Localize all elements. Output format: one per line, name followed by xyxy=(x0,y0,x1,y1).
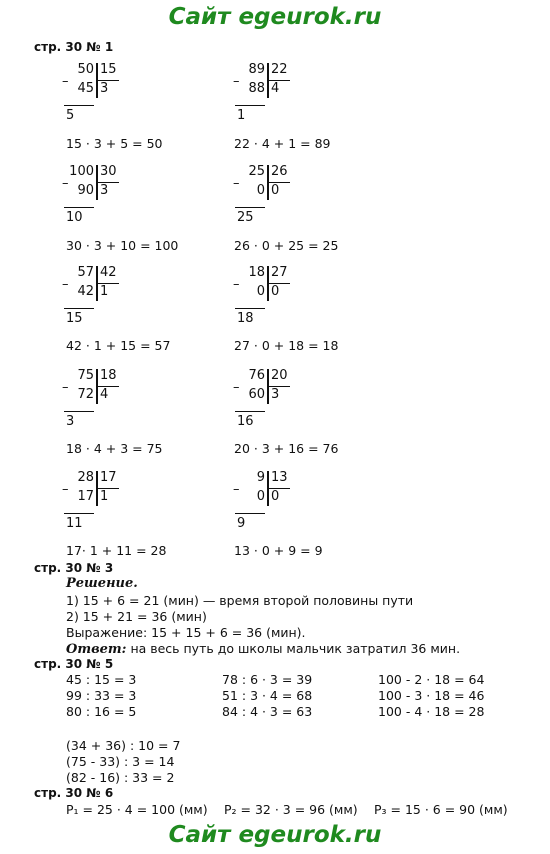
check-equation-3: 30 · 3 + 10 = 100 xyxy=(66,238,179,253)
subtraction-line xyxy=(235,411,265,412)
minus-sign: – xyxy=(62,176,69,191)
check-equation-5: 42 · 1 + 15 = 57 xyxy=(66,338,171,353)
quotient: 0 xyxy=(271,489,280,504)
site-watermark-top: Сайт egeurok.ru xyxy=(168,4,382,30)
long-division-9 xyxy=(62,470,152,530)
task5-col2-row2: 51 : 3 · 4 = 68 xyxy=(222,688,313,703)
subtrahend: 45 xyxy=(77,81,94,96)
divisor: 22 xyxy=(271,62,288,77)
quotient: 3 xyxy=(271,387,280,402)
dividend: 18 xyxy=(248,265,265,280)
long-division-2 xyxy=(233,62,323,122)
check-equation-7: 18 · 4 + 3 = 75 xyxy=(66,441,163,456)
task5-col2-row1: 78 : 6 · 3 = 39 xyxy=(222,672,313,687)
long-division-10 xyxy=(233,470,323,530)
quotient: 3 xyxy=(100,81,109,96)
long-division-1 xyxy=(62,62,152,122)
long-division-6 xyxy=(233,265,323,325)
quotient: 4 xyxy=(271,81,280,96)
task5-extra-2: (75 - 33) : 3 = 14 xyxy=(66,754,175,769)
task5-col2-row3: 84 : 4 · 3 = 63 xyxy=(222,704,313,719)
quotient: 0 xyxy=(271,284,280,299)
remainder: 5 xyxy=(66,108,75,123)
quotient: 0 xyxy=(271,183,280,198)
quotient: 4 xyxy=(100,387,109,402)
subtrahend: 0 xyxy=(256,183,265,198)
long-division-4 xyxy=(233,164,323,224)
divisor: 17 xyxy=(100,470,117,485)
subtrahend: 17 xyxy=(77,489,94,504)
subtraction-line xyxy=(64,308,94,309)
solution-step-1: 1) 15 + 6 = 21 (мин) — время второй половины пути xyxy=(66,593,414,608)
solution-expression: Выражение: 15 + 15 + 6 = 36 (мин). xyxy=(66,625,306,640)
dividend: 57 xyxy=(77,265,94,280)
remainder: 9 xyxy=(237,516,246,531)
subtrahend: 42 xyxy=(77,284,94,299)
long-division-3 xyxy=(62,164,152,224)
remainder: 18 xyxy=(237,311,254,326)
long-division-5 xyxy=(62,265,152,325)
subtrahend: 0 xyxy=(256,489,265,504)
dividend: 9 xyxy=(256,470,265,485)
subtrahend: 0 xyxy=(256,284,265,299)
long-division-8 xyxy=(233,368,323,428)
task5-col1-row1: 45 : 15 = 3 xyxy=(66,672,137,687)
minus-sign: – xyxy=(233,380,240,395)
quotient: 1 xyxy=(100,284,109,299)
perimeter-2: P₂ = 32 · 3 = 96 (мм) xyxy=(224,802,358,817)
remainder: 10 xyxy=(66,210,83,225)
minus-sign: – xyxy=(233,277,240,292)
subtrahend: 72 xyxy=(77,387,94,402)
solution-label: Решение. xyxy=(66,576,138,591)
task5-col1-row3: 80 : 16 = 5 xyxy=(66,704,137,719)
task5-col3-row1: 100 - 2 · 18 = 64 xyxy=(378,672,485,687)
subtraction-line xyxy=(235,513,265,514)
section-heading-3: стр. 30 № 3 xyxy=(34,561,114,575)
minus-sign: – xyxy=(62,482,69,497)
divisor: 18 xyxy=(100,368,117,383)
perimeter-3: P₃ = 15 · 6 = 90 (мм) xyxy=(374,802,508,817)
section-heading-6: стр. 30 № 6 xyxy=(34,786,114,800)
minus-sign: – xyxy=(233,482,240,497)
remainder: 3 xyxy=(66,414,75,429)
remainder: 1 xyxy=(237,108,246,123)
section-heading-5: стр. 30 № 5 xyxy=(34,657,114,671)
divisor: 42 xyxy=(100,265,117,280)
section-heading-1: стр. 30 № 1 xyxy=(34,40,114,54)
answer-text: на весь путь до школы мальчик затратил 36 мин. xyxy=(130,641,461,656)
check-equation-4: 26 · 0 + 25 = 25 xyxy=(234,238,339,253)
minus-sign: – xyxy=(62,74,69,89)
subtraction-line xyxy=(64,105,94,106)
task5-extra-1: (34 + 36) : 10 = 7 xyxy=(66,738,181,753)
task5-col3-row2: 100 - 3 · 18 = 46 xyxy=(378,688,485,703)
long-division-7 xyxy=(62,368,152,428)
minus-sign: – xyxy=(233,74,240,89)
remainder: 15 xyxy=(66,311,83,326)
task5-col1-row2: 99 : 33 = 3 xyxy=(66,688,137,703)
dividend: 100 xyxy=(69,164,94,179)
subtrahend: 88 xyxy=(248,81,265,96)
subtrahend: 60 xyxy=(248,387,265,402)
dividend: 89 xyxy=(248,62,265,77)
check-equation-1: 15 · 3 + 5 = 50 xyxy=(66,136,163,151)
answer-label: Ответ: xyxy=(66,642,127,657)
remainder: 25 xyxy=(237,210,254,225)
subtraction-line xyxy=(235,308,265,309)
subtraction-line xyxy=(235,207,265,208)
check-equation-6: 27 · 0 + 18 = 18 xyxy=(234,338,339,353)
check-equation-10: 13 · 0 + 9 = 9 xyxy=(234,543,323,558)
divisor: 27 xyxy=(271,265,288,280)
divisor: 15 xyxy=(100,62,117,77)
dividend: 76 xyxy=(248,368,265,383)
remainder: 11 xyxy=(66,516,83,531)
divisor: 26 xyxy=(271,164,288,179)
check-equation-8: 20 · 3 + 16 = 76 xyxy=(234,441,339,456)
subtrahend: 90 xyxy=(77,183,94,198)
minus-sign: – xyxy=(233,176,240,191)
quotient: 1 xyxy=(100,489,109,504)
dividend: 75 xyxy=(77,368,94,383)
divisor: 20 xyxy=(271,368,288,383)
dividend: 50 xyxy=(77,62,94,77)
divisor: 30 xyxy=(100,164,117,179)
quotient: 3 xyxy=(100,183,109,198)
subtraction-line xyxy=(64,513,94,514)
site-watermark-bottom: Сайт egeurok.ru xyxy=(168,822,382,848)
remainder: 16 xyxy=(237,414,254,429)
check-equation-2: 22 · 4 + 1 = 89 xyxy=(234,136,331,151)
answer-line xyxy=(66,641,460,657)
divisor: 13 xyxy=(271,470,288,485)
check-equation-9: 17· 1 + 11 = 28 xyxy=(66,543,167,558)
perimeter-1: P₁ = 25 · 4 = 100 (мм) xyxy=(66,802,208,817)
task5-extra-3: (82 - 16) : 33 = 2 xyxy=(66,770,175,785)
minus-sign: – xyxy=(62,277,69,292)
solution-step-2: 2) 15 + 21 = 36 (мин) xyxy=(66,609,207,624)
subtraction-line xyxy=(235,105,265,106)
minus-sign: – xyxy=(62,380,69,395)
subtraction-line xyxy=(64,207,94,208)
dividend: 28 xyxy=(77,470,94,485)
task5-col3-row3: 100 - 4 · 18 = 28 xyxy=(378,704,485,719)
dividend: 25 xyxy=(248,164,265,179)
subtraction-line xyxy=(64,411,94,412)
